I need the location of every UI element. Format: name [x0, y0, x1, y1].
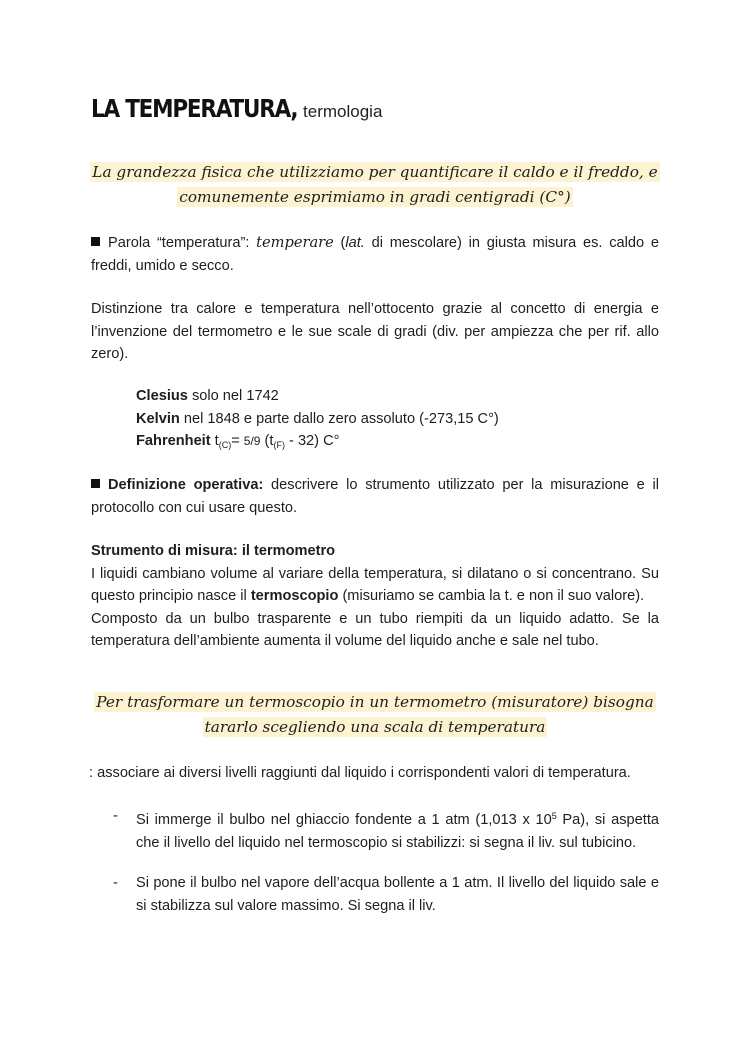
section-thermometer — [91, 540, 659, 653]
list-item-1-a: Si immerge il bulbo nel ghiaccio fondente a 1 atm (1,013 x 10 — [136, 812, 552, 828]
list-item-1-text — [136, 805, 659, 854]
scale-celsius-name: Clesius — [136, 388, 188, 404]
section-paragraph-1 — [91, 563, 659, 608]
highlight-calibration-line2: tararlo scegliendo una scala di temperatura — [204, 718, 546, 736]
scale-kelvin-text: nel 1848 e parte dallo zero assoluto (-273,15 C°) — [179, 410, 499, 427]
formula-sub2: (F) — [273, 440, 285, 450]
etymology-text-c: di mescolare) in giusta misura es. caldo e freddi, umido e secco. — [91, 235, 659, 274]
highlight-calibration-line1: Per trasformare un termoscopio in un termometro (misuratore) bisogna — [96, 693, 654, 711]
etymology-lat: lat. — [345, 235, 365, 251]
square-bullet-icon — [91, 237, 100, 246]
list-item-1-sup: 5 — [551, 811, 557, 821]
scale-celsius-text: solo nel 1742 — [187, 388, 279, 404]
etymology-text-b: ( — [333, 235, 346, 251]
highlight-definition-line2: comunemente esprimiamo in gradi centigradi (C°) — [179, 188, 571, 206]
section-p1-a: I liquidi cambiano volume al variare della temperatura, si dilatano o si concentrano. Su questo principio nasce il — [91, 565, 659, 604]
paragraph-distinction: Distinzione tra calore e temperatura nell’ottocento grazie al concetto di energia e l’invenzione del termometro e le sue scale di gradi (div. per ampiezza che per rif. allo zero). — [91, 301, 659, 362]
etymology-word: temperare — [256, 234, 334, 251]
highlight-definition — [60, 160, 690, 210]
section-paragraph-2: Composto da un bulbo trasparente e un tubo riempiti da un liquido adatto. Se la temperatura dell’ambiente aumenta il volume del liquido anche e sale nel tubo. — [91, 610, 659, 649]
highlight-calibration — [60, 690, 690, 740]
formula-open: (t — [260, 433, 274, 449]
operational-definition-text: descrivere lo strumento utilizzato per la misurazione e il protocollo con cui usare questo. — [91, 477, 659, 516]
scale-fahrenheit — [136, 430, 656, 457]
formula-fraction: 5/9 — [243, 434, 261, 448]
list-item — [113, 872, 659, 917]
scale-fahrenheit-name: Fahrenheit — [136, 433, 211, 449]
list-item-2-text: Si pone il bulbo nel vapore dell’acqua bollente a 1 atm. Il livello del liquido sale e si stabilizza sul valore massimo. Si segna il liv. — [136, 875, 659, 914]
formula-t1: t — [210, 433, 219, 449]
square-bullet-icon — [91, 479, 100, 488]
scale-celsius — [136, 385, 656, 408]
paragraph-operational-definition — [91, 474, 659, 519]
temperature-scales — [136, 385, 656, 457]
section-p1-c: (misuriamo se cambia la t. e non il suo valore). — [338, 588, 645, 604]
highlight-definition-line1: La grandezza fisica che utilizziamo per quantificare il caldo e il freddo, e — [92, 163, 658, 181]
formula-eq: = — [231, 433, 244, 449]
scale-kelvin-name: Kelvin — [136, 410, 180, 427]
section-p1-term: termoscopio — [250, 588, 339, 604]
title-subtitle: termologia — [303, 102, 383, 121]
list-item — [113, 805, 659, 854]
paragraph-etymology — [91, 232, 659, 277]
list-item-1-b: Pa), si aspetta che il livello del liquido nel termoscopio si stabilizzi: si segna il liv. sul tubicino. — [136, 812, 659, 851]
etymology-text-a: Parola “temperatura”: — [108, 235, 257, 251]
section-heading: Strumento di misura: il termometro — [91, 543, 336, 559]
operational-definition-label: Definizione operativa: — [108, 477, 264, 493]
scale-kelvin — [136, 408, 656, 431]
paragraph-associate: : associare ai diversi livelli raggiunti dal liquido i corrispondenti valori di temperatura. — [89, 765, 631, 781]
formula-sub1: (C) — [218, 440, 232, 450]
dash-bullet: - — [113, 875, 118, 891]
page-title — [91, 94, 382, 123]
title-main: LA TEMPERATURA, — [91, 94, 298, 123]
dash-bullet: - — [113, 808, 118, 824]
formula-end: - 32) C° — [284, 433, 340, 449]
